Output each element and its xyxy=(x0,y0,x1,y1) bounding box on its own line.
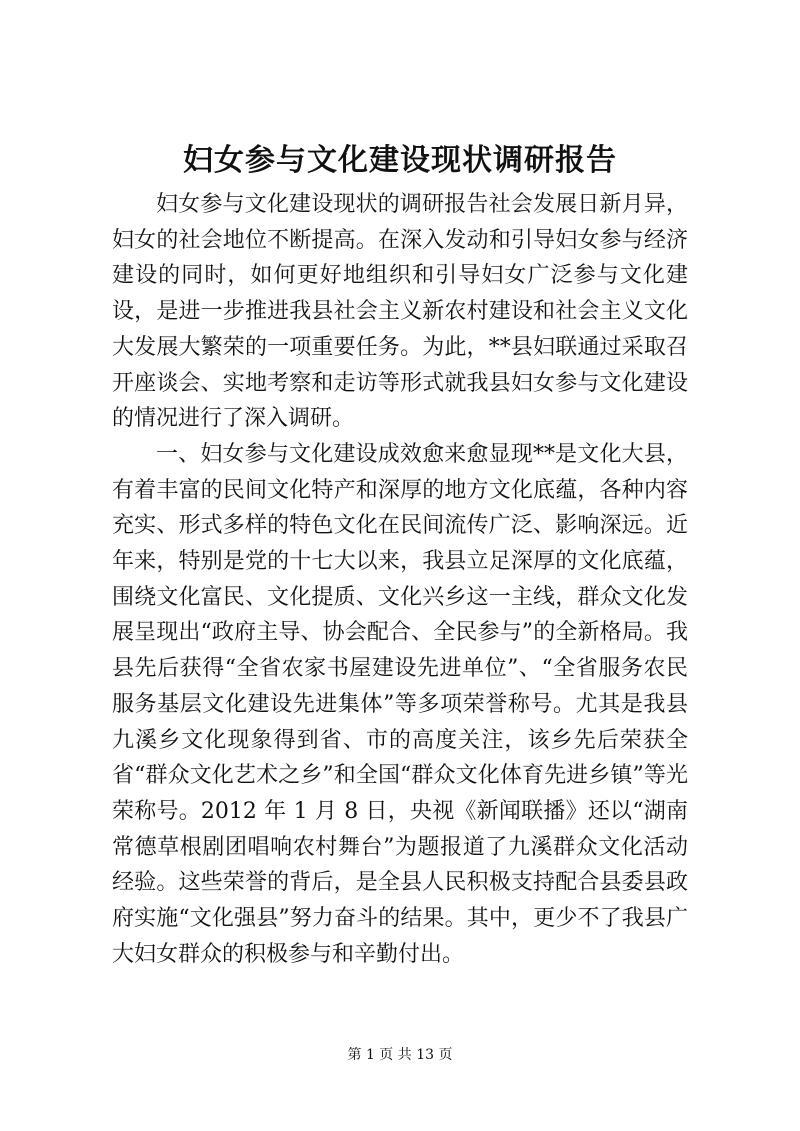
document-body xyxy=(112,187,688,972)
document-title: 妇女参与文化建设现状调研报告 xyxy=(183,143,617,178)
paragraph-section-1: 一、妇女参与文化建设成效愈来愈显现**是文化大县，有着丰富的民间文化特产和深厚的地方文化底蕴，各种内容充实、形式多样的特色文化在民间流传广泛、影响深远。近年来，特别是党的十七大以来，我县立足深厚的文化底蕴，围绕文化富民、文化提质、文化兴乡这一主线，群众文化发展呈现出“政府主导、协会配合、全民参与”的全新格局。我县先后获得“全省农家书屋建设先进单位”、“全省服务农民服务基层文化建设先进集体”等多项荣誉称号。尤其是我县九溪乡文化现象得到省、市的高度关注，该乡先后荣获全省“群众文化艺术之乡”和全国“群众文化体育先进乡镇”等光荣称号。2012 年 1 月 8 日，央视《新闻联播》还以“湖南常德草根剧团唱响农村舞台”为题报道了九溪群众文化活动经验。这些荣誉的背后，是全县人民积极支持配合县委县政府实施“文化强县”努力奋斗的结果。其中，更少不了我县广大妇女群众的积极参与和辛勤付出。 xyxy=(112,441,688,967)
paragraph-intro: 妇女参与文化建设现状的调研报告社会发展日新月异，妇女的社会地位不断提高。在深入发动和引导妇女参与经济建设的同时，如何更好地组织和引导妇女广泛参与文化建设，是进一步推进我县社会主义新农村建设和社会主义文化大发展大繁荣的一项重要任务。为此，**县妇联通过采取召开座谈会、实地考察和走访等形式就我县妇女参与文化建设的情况进行了深入调研。 xyxy=(112,192,688,432)
page-footer: 第 1 页 共 13 页 xyxy=(347,1047,453,1063)
